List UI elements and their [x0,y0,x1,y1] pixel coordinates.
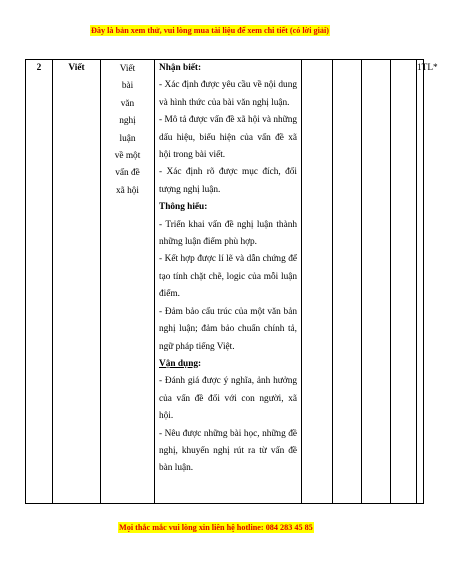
unit-line: luận [119,133,136,144]
unit-line: xã hội [116,185,139,196]
empty-cell [302,60,333,504]
unit-line: Viết [119,64,136,74]
question-count: 1TL* [417,60,424,504]
hotline-banner: Mọi thắc mắc vui lòng xin liên hệ hotline: 084 283 45 85 [119,523,313,532]
row-number: 2 [26,60,53,504]
empty-cell [391,60,417,504]
skill-name: Viết [53,60,101,504]
empty-cell [362,60,391,504]
unit-line: nghị [119,116,136,127]
level-heading-recognition: Nhận biết: [159,63,202,73]
requirement-item: - Kết hợp được lí lẽ và dẫn chứng để tạo tính chặt chẽ, logic của mỗi luận điểm. [159,254,297,300]
assessment-requirements [155,60,302,504]
specification-table [25,59,438,504]
requirement-item: - Mô tả được vấn đề xã hội và những dấu hiệu, biểu hiện của vấn đề xã hội trong bài viết. [159,115,297,161]
requirement-item: - Đánh giá được ý nghĩa, ảnh hưởng của vấn đề đối với con người, xã hội. [159,376,297,422]
unit-line: bài [121,81,134,92]
requirement-item: - Đảm bảo cấu trúc của một văn bản nghị luận; đảm bảo chuẩn chính tả, ngữ pháp tiếng Việt. [159,306,297,352]
requirement-item: - Triển khai vấn đề nghị luận thành những luận điểm phù hợp. [159,219,297,248]
requirement-item: - Nêu được những bài học, những đề nghị, khuyến nghị rút ra từ vấn đề bàn luận. [159,428,297,474]
level-heading-text: Vận dụng [159,358,199,369]
level-heading-colon: : [198,358,202,369]
empty-cell [333,60,362,504]
unit-line: vấn đề [115,168,140,179]
level-heading-comprehension: Thông hiểu: [159,202,208,213]
table-row [26,60,424,504]
preview-notice-banner: Đây là bản xem thử, vui lòng mua tài liệu để xem chi tiết (có lời giải) [91,26,330,35]
unit-line: văn [120,98,135,109]
requirement-item: - Xác định rõ được mục đích, đối tượng nghị luận. [159,167,297,195]
requirement-item: - Xác định được yêu cầu về nội dung và hình thức của bài văn nghị luận. [159,80,297,108]
level-heading-application [159,356,297,373]
unit-line: về một [114,151,141,162]
knowledge-unit [101,60,155,504]
